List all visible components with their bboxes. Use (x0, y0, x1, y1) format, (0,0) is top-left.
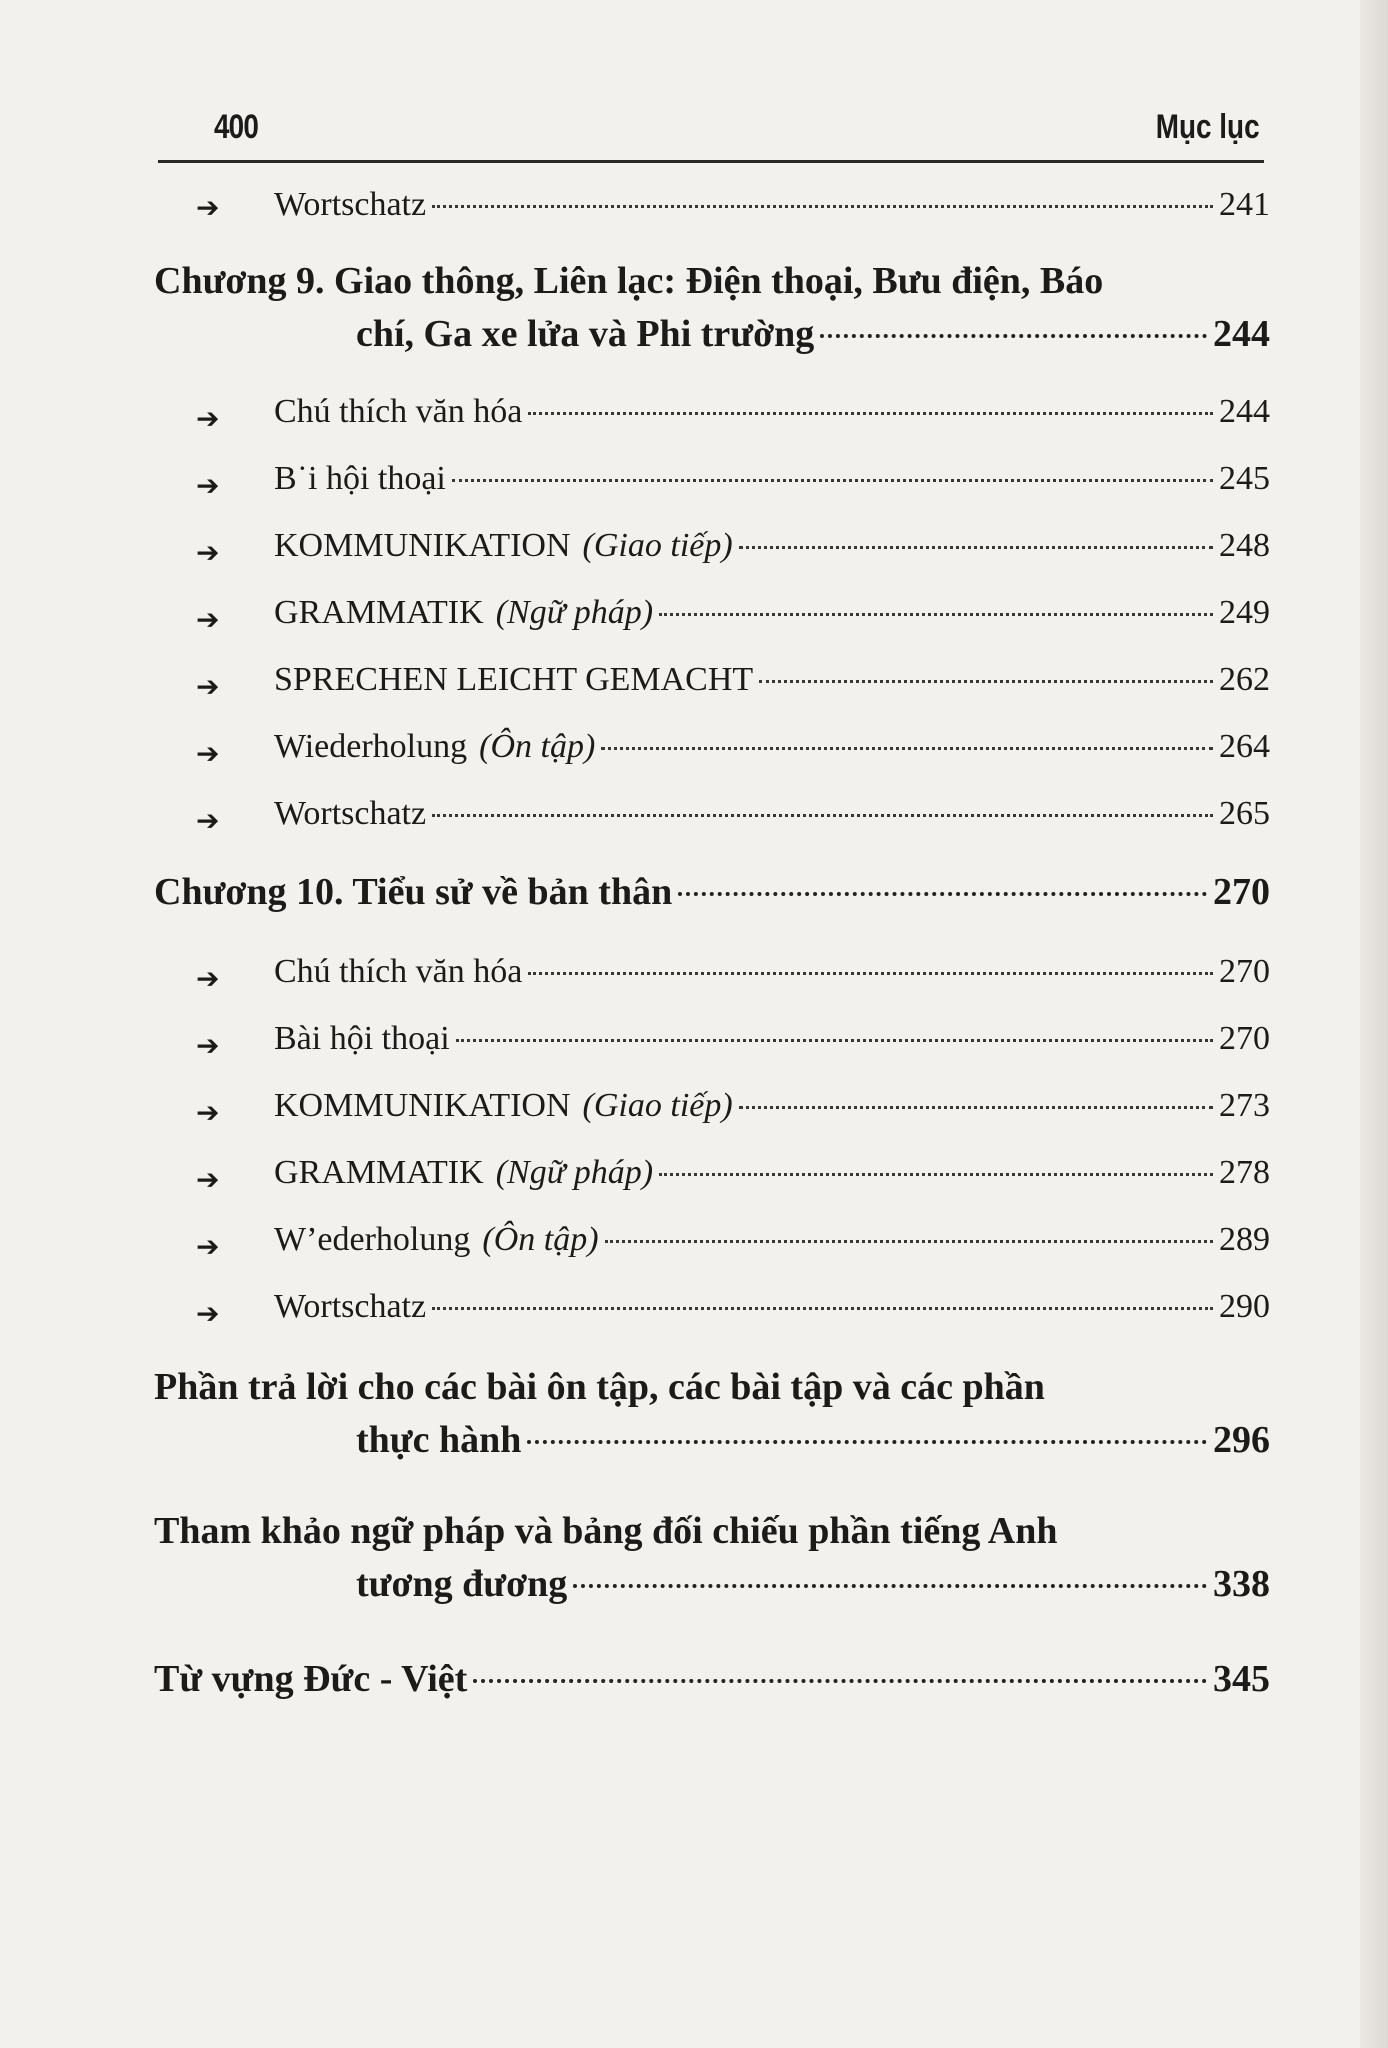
section-page: 296 (1213, 1419, 1270, 1461)
dot-leader (605, 1240, 1213, 1243)
toc-entry[interactable] (0, 1087, 1388, 1129)
toc-entry-page: 290 (1219, 1288, 1270, 1325)
dot-leader (528, 412, 1213, 415)
toc-entry-label: Wortschatz (274, 186, 427, 223)
toc-entry-label: Wiederholung (274, 728, 468, 765)
toc-entry-label: GRAMMATIK (274, 1154, 484, 1191)
page-edge-shadow (1360, 0, 1388, 2048)
arrow-icon: ➔ (196, 469, 220, 502)
toc-entry-note: (Ngữ pháp) (495, 1154, 654, 1191)
arrow-icon: ➔ (196, 1096, 220, 1129)
toc-entry[interactable] (0, 1221, 1388, 1263)
dot-leader (601, 747, 1213, 750)
toc-entry-page: 278 (1219, 1154, 1270, 1191)
dot-leader (739, 546, 1213, 549)
dot-leader (820, 334, 1207, 338)
dot-leader (473, 1679, 1207, 1683)
arrow-icon: ➔ (196, 191, 220, 224)
arrow-icon: ➔ (196, 670, 220, 703)
toc-entry-note: (Ôn tập) (479, 728, 596, 765)
dot-leader (456, 1039, 1213, 1042)
toc-entry-page: 289 (1219, 1221, 1270, 1258)
dot-leader (528, 972, 1213, 975)
toc-entry-page: 270 (1219, 953, 1270, 990)
toc-entry-page: 262 (1219, 661, 1270, 698)
toc-entry[interactable] (0, 661, 1388, 703)
chapter-title-continued: chí, Ga xe lửa và Phi trường (356, 313, 815, 355)
dot-leader (678, 892, 1207, 896)
dot-leader (452, 479, 1213, 482)
chapter-page: 244 (1213, 313, 1270, 355)
arrow-icon: ➔ (196, 603, 220, 636)
dot-leader (432, 1307, 1213, 1310)
toc-entry-page: 265 (1219, 795, 1270, 832)
toc-entry-page: 273 (1219, 1087, 1270, 1124)
toc-entry[interactable] (0, 393, 1388, 435)
dot-leader (759, 680, 1213, 683)
section-title: Từ vựng Đức - Việt (154, 1658, 468, 1700)
chapter-title: Chương 10. Tiểu sử về bản thân (154, 871, 673, 913)
chapter-page: 270 (1213, 871, 1270, 913)
section-page: 345 (1213, 1658, 1270, 1700)
dot-leader (432, 814, 1213, 817)
arrow-icon: ➔ (196, 1163, 220, 1196)
toc-entry-label: GRAMMATIK (274, 594, 484, 631)
arrow-icon: ➔ (196, 804, 220, 837)
toc-entry-page: 248 (1219, 527, 1270, 564)
toc-entry[interactable] (0, 1154, 1388, 1196)
toc-entry[interactable] (0, 953, 1388, 995)
toc-entry-label: KOMMUNIKATION (274, 1087, 571, 1124)
running-header (158, 108, 1264, 168)
toc-entry-page: 249 (1219, 594, 1270, 631)
section-page: 338 (1213, 1563, 1270, 1605)
toc-entry[interactable] (0, 527, 1388, 569)
section-title-continued: tương đương (356, 1563, 568, 1605)
toc-entry-note: (Giao tiếp) (582, 527, 733, 564)
toc-entry-label: Chú thích văn hóa (274, 393, 523, 430)
toc-entry-label: Wortschatz (274, 795, 427, 832)
section-title: Phần trả lời cho các bài ôn tập, các bài tập và các phần (154, 1366, 1045, 1408)
toc-entry-page: 245 (1219, 460, 1270, 497)
toc-entry-label: W’ederholung (274, 1221, 471, 1258)
section-title-continued: thực hành (356, 1419, 522, 1461)
arrow-icon: ➔ (196, 1230, 220, 1263)
running-title: Mục lục (1156, 108, 1260, 146)
toc-entry-label: Bài hội thoại (274, 1020, 450, 1057)
toc-entry-page: 241 (1219, 186, 1270, 223)
toc-entry-label: Chú thích văn hóa (274, 953, 523, 990)
arrow-icon: ➔ (196, 962, 220, 995)
arrow-icon: ➔ (196, 1297, 220, 1330)
page-number: 400 (214, 108, 259, 146)
toc-entry[interactable] (0, 1288, 1388, 1330)
chapter-title: Chương 9. Giao thông, Liên lạc: Điện thoại, Bưu điện, Báo (154, 260, 1104, 302)
dot-leader (739, 1106, 1213, 1109)
header-rule (158, 160, 1264, 163)
toc-entry-page: 264 (1219, 728, 1270, 765)
toc-entry[interactable] (0, 1020, 1388, 1062)
toc-entry[interactable] (0, 795, 1388, 837)
dot-leader (432, 205, 1213, 208)
toc-entry[interactable] (0, 460, 1388, 502)
arrow-icon: ➔ (196, 402, 220, 435)
toc-entry-label: B˙i hội thoại (274, 460, 446, 497)
toc-entry-label: KOMMUNIKATION (274, 527, 571, 564)
toc-entry-note: (Ngữ pháp) (495, 594, 654, 631)
arrow-icon: ➔ (196, 737, 220, 770)
toc-entry-note: (Giao tiếp) (582, 1087, 733, 1124)
toc-entry[interactable] (0, 594, 1388, 636)
section-title: Tham khảo ngữ pháp và bảng đối chiếu phần tiếng Anh (154, 1510, 1058, 1552)
arrow-icon: ➔ (196, 1029, 220, 1062)
toc-entry-note: (Ôn tập) (482, 1221, 599, 1258)
arrow-icon: ➔ (196, 536, 220, 569)
toc-entry-label: Wortschatz (274, 1288, 427, 1325)
toc-entry-page: 270 (1219, 1020, 1270, 1057)
toc-entry-page: 244 (1219, 393, 1270, 430)
toc-entry[interactable] (0, 728, 1388, 770)
dot-leader (659, 613, 1213, 616)
dot-leader (659, 1173, 1213, 1176)
toc-entry-label: SPRECHEN LEICHT GEMACHT (274, 661, 754, 698)
dot-leader (527, 1440, 1207, 1444)
toc-entry[interactable] (0, 186, 1388, 224)
dot-leader (573, 1584, 1207, 1588)
